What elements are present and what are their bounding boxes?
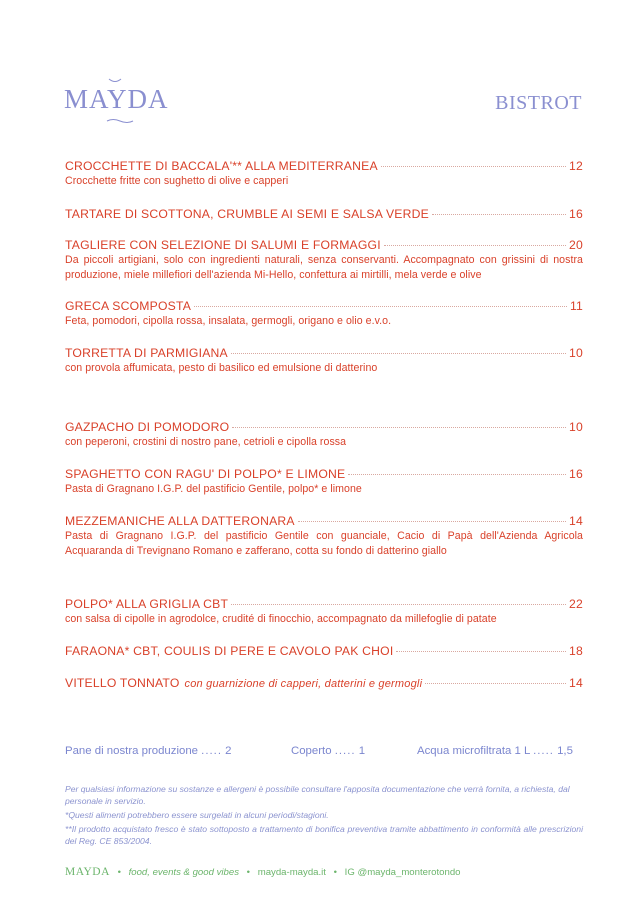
item-name: TAGLIERE CON SELEZIONE DI SALUMI E FORMAGGI: [65, 238, 381, 252]
separator-dot: •: [333, 867, 337, 878]
item-name: GAZPACHO DI POMODORO: [65, 420, 230, 434]
item-description: con salsa di cipolle in agrodolce, crudité di finocchio, accompagnato da millefoglie di patate: [65, 613, 497, 625]
footer-tagline: food, events & good vibes: [128, 867, 239, 878]
item-name: MEZZEMANICHE ALLA DATTERONARA: [65, 514, 295, 528]
dot-leader: [425, 683, 566, 684]
item-name: TARTARE DI SCOTTONA, CRUMBLE AI SEMI E SALSA VERDE: [65, 207, 429, 221]
item-name: VITELLO TONNATO: [65, 676, 180, 690]
extra-label: Acqua microfiltrata 1 L: [417, 745, 530, 757]
item-price: 20: [569, 238, 583, 252]
extra-price: 1,5: [557, 745, 573, 757]
dot-leader: [232, 427, 566, 428]
dot-leader: [396, 651, 566, 652]
extra-water: [417, 745, 573, 757]
menu-item: [65, 420, 583, 450]
treatment-note: **Il prodotto acquistato fresco è stato sottoposto a trattamento di bonifica preventiva tramite abbattimento in conformità alle prescrizioni del Reg. CE 853/2004.: [65, 824, 583, 846]
item-price: 22: [569, 597, 583, 611]
dot-leader: [384, 245, 566, 246]
menu-item: [65, 207, 583, 221]
item-name: CROCCHETTE DI BACCALA'** ALLA MEDITERRANEA: [65, 159, 378, 173]
menu-item: [65, 346, 583, 376]
menu-item: [65, 644, 583, 658]
menu-item: [65, 238, 583, 283]
dot-leader: .....: [533, 745, 554, 757]
item-price: 14: [569, 676, 583, 690]
dot-leader: [348, 474, 566, 475]
item-name: POLPO* ALLA GRIGLIA CBT: [65, 597, 229, 611]
footer-website[interactable]: mayda-mayda.it: [257, 867, 326, 878]
logo-text: MAYDA: [64, 84, 169, 114]
footer-instagram[interactable]: IG @mayda_monterotondo: [344, 867, 461, 878]
extra-price: 2: [225, 745, 232, 757]
item-name: GRECA SCOMPOSTA: [65, 299, 192, 313]
item-description: Da piccoli artigiani, solo con ingredienti naturali, senza conservanti. Accompagnato con grissini di nostra produzione, miele millefiori dell'azienda Mi-Hello, confettura ai mirtilli, mela verde e olive: [65, 254, 583, 281]
item-description: Crocchette fritte con sughetto di olive e capperi: [65, 175, 289, 187]
menu-item: [65, 467, 583, 497]
extras-row: [65, 745, 583, 761]
separator-dot: •: [246, 867, 251, 878]
item-name: FARAONA* CBT, COULIS DI PERE E CAVOLO PAK CHOI: [65, 644, 394, 658]
item-name: SPAGHETTO CON RAGU' DI POLPO* E LIMONE: [65, 467, 346, 481]
item-description: Pasta di Gragnano I.G.P. del pastificio Gentile con guanciale, Cacio di Papà dell'Azienda Agricola Acquaranda di Trevignano Romano e zafferano, cotta su fondo di datterino giallo: [65, 530, 583, 557]
extra-bread: [65, 745, 232, 757]
menu-item: [65, 597, 583, 627]
item-inline-description: con guarnizione di capperi, datterini e germogli: [184, 678, 423, 690]
item-price: 11: [569, 299, 583, 313]
item-price: 16: [569, 467, 583, 481]
menu-item: [65, 676, 583, 690]
logo-swirl-icon: [106, 118, 134, 124]
item-price: 14: [569, 514, 583, 528]
footer-brand: MAYDA: [65, 866, 110, 878]
header: [64, 78, 582, 124]
item-description: con peperoni, crostini di nostro pane, cetrioli e cipolla rossa: [65, 436, 347, 448]
menu-item: [65, 159, 583, 189]
dot-leader: .....: [201, 745, 222, 757]
dot-leader: [194, 306, 567, 307]
item-price: 16: [569, 207, 583, 221]
dot-leader: [231, 604, 566, 605]
item-name: TORRETTA DI PARMIGIANA: [65, 346, 228, 360]
menu-item: [65, 299, 583, 329]
footer: [65, 866, 461, 878]
menu-item: [65, 514, 583, 559]
allergen-note: Per qualsiasi informazione su sostanze e allergeni è possibile consultare l'apposita documentazione che verrà fornita, a richiesta, dal personale in servizio.: [65, 784, 570, 806]
extra-price: 1: [358, 745, 366, 757]
item-description: con provola affumicata, pesto di basilico ed emulsione di datterino: [65, 362, 378, 374]
dot-leader: [381, 166, 566, 167]
item-price: 12: [569, 159, 583, 173]
item-price: 18: [569, 644, 583, 658]
frozen-note: *Questi alimenti potrebbero essere surgelati in alcuni periodi/stagioni.: [65, 810, 329, 820]
extra-cover: [291, 745, 365, 757]
extra-label: Pane di nostra produzione: [65, 745, 198, 757]
dot-leader: .....: [334, 745, 356, 757]
notes: [65, 783, 583, 849]
item-description: Pasta di Gragnano I.G.P. del pastificio Gentile, polpo* e limone: [65, 483, 362, 495]
mayda-logo: [64, 78, 184, 124]
item-price: 10: [569, 420, 583, 434]
section-title: BISTROT: [495, 92, 582, 114]
extra-label: Coperto: [291, 745, 332, 757]
dot-leader: [432, 214, 566, 215]
dot-leader: [298, 521, 566, 522]
dot-leader: [231, 353, 566, 354]
separator-dot: •: [117, 867, 121, 878]
item-description: Feta, pomodori, cipolla rossa, insalata, germogli, origano e olio e.v.o.: [65, 315, 392, 327]
item-price: 10: [569, 346, 583, 360]
